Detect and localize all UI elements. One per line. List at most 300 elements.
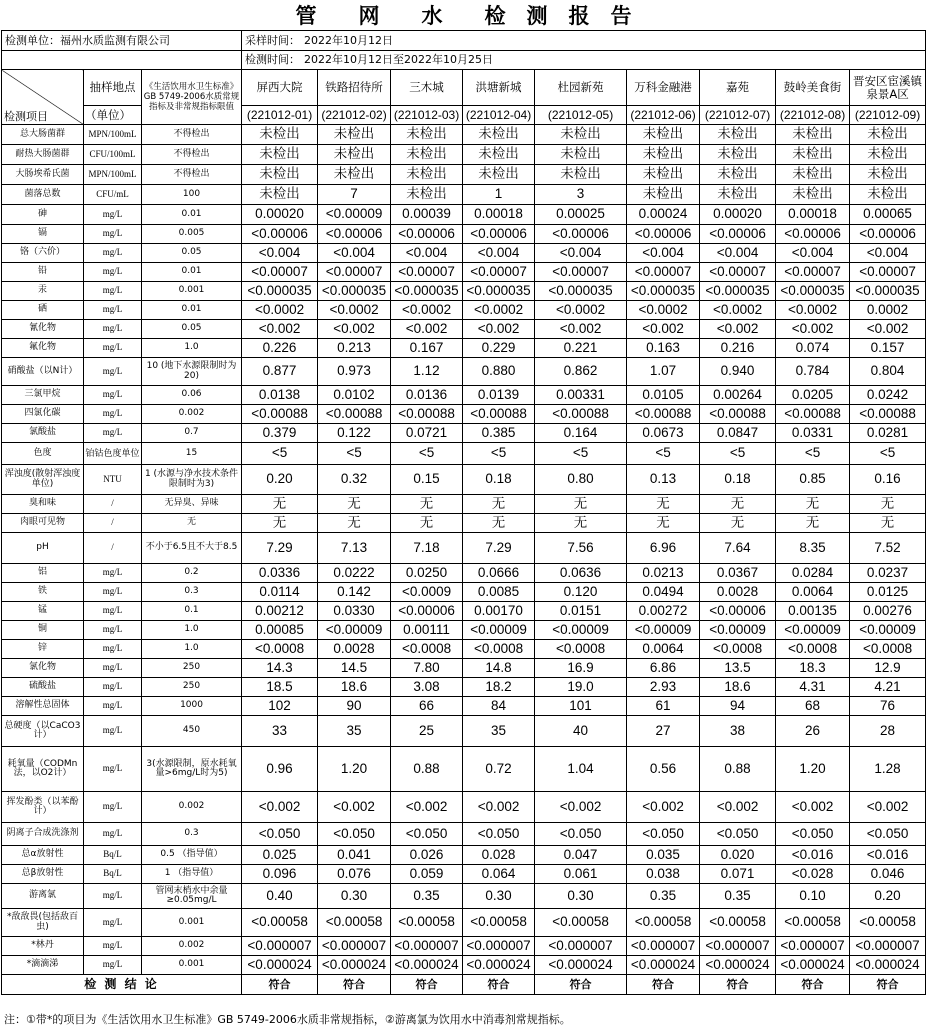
result-value: 0.0028 [700, 583, 776, 602]
conclusion-label: 检 测 结 论 [2, 975, 242, 995]
result-value: <0.00006 [776, 225, 850, 244]
item-unit: mg/L [84, 909, 142, 937]
result-value: 0.0205 [776, 386, 850, 405]
result-value: 7.56 [535, 533, 627, 564]
result-value: 未检出 [850, 145, 926, 165]
result-value: 0.0002 [850, 301, 926, 320]
item-unit: mg/L [84, 244, 142, 263]
result-value: <0.050 [391, 823, 463, 846]
standard-limit: 不得检出 [142, 125, 242, 145]
result-value: 0.163 [627, 339, 700, 358]
result-value: 0.784 [776, 358, 850, 386]
result-value: 0.0151 [535, 602, 627, 621]
site-name: 晋安区宦溪镇泉景A区 [850, 70, 926, 106]
standard-limit: 0.3 [142, 823, 242, 846]
result-value: 0.18 [700, 465, 776, 495]
result-value: 1.20 [318, 747, 391, 792]
result-value: 0.221 [535, 339, 627, 358]
result-value: 18.3 [776, 659, 850, 678]
result-value: <0.000035 [535, 282, 627, 301]
table-row [2, 386, 926, 405]
result-value: <0.000024 [242, 956, 318, 975]
result-value: <5 [463, 443, 535, 465]
result-value: 0.0666 [463, 564, 535, 583]
result-value: 18.2 [463, 678, 535, 697]
result-value: 0.00272 [627, 602, 700, 621]
item-unit: mg/L [84, 339, 142, 358]
result-value: <0.00088 [776, 405, 850, 424]
result-value: <0.050 [242, 823, 318, 846]
result-value: <0.002 [850, 320, 926, 339]
result-value: 未检出 [242, 145, 318, 165]
site-code: (221012-02) [318, 106, 391, 125]
result-value: <0.004 [700, 244, 776, 263]
result-value: 未检出 [776, 125, 850, 145]
standard-limit: 无异臭、异味 [142, 495, 242, 514]
result-value: <0.002 [535, 320, 627, 339]
result-value: <0.002 [463, 320, 535, 339]
result-value: <0.00007 [535, 263, 627, 282]
result-value: 0.0281 [850, 424, 926, 443]
item-name: 铝 [2, 564, 84, 583]
result-value: 6.96 [627, 533, 700, 564]
sampling-label: 采样时间： [245, 33, 301, 47]
result-value: 84 [463, 697, 535, 716]
item-unit: mg/L [84, 263, 142, 282]
item-name: 大肠埃希氏菌 [2, 165, 84, 185]
result-value: <0.00007 [391, 263, 463, 282]
result-value: 0.0284 [776, 564, 850, 583]
result-value: 0.00065 [850, 205, 926, 225]
result-value: <0.00009 [627, 621, 700, 640]
result-value: 18.6 [318, 678, 391, 697]
site-name: 嘉苑 [700, 70, 776, 106]
result-value: <0.000007 [776, 937, 850, 956]
standard-limit: 1.0 [142, 339, 242, 358]
result-value: <0.00009 [318, 205, 391, 225]
result-value: 0.10 [776, 884, 850, 909]
table-row [2, 282, 926, 301]
result-value: 18.5 [242, 678, 318, 697]
result-value: 未检出 [463, 165, 535, 185]
result-value: <0.0002 [318, 301, 391, 320]
result-value: <0.00007 [627, 263, 700, 282]
table-row [2, 145, 926, 165]
result-value: 7 [318, 185, 391, 205]
result-value: <5 [242, 443, 318, 465]
result-value: 0.862 [535, 358, 627, 386]
table-row [2, 125, 926, 145]
result-value: 0.046 [850, 865, 926, 884]
result-value: <5 [776, 443, 850, 465]
result-value: 14.8 [463, 659, 535, 678]
result-value: 未检出 [700, 145, 776, 165]
result-value: <0.004 [391, 244, 463, 263]
result-value: <0.00088 [700, 405, 776, 424]
result-value: 未检出 [535, 125, 627, 145]
result-value: <0.00009 [776, 621, 850, 640]
blank-cell [2, 51, 242, 70]
item-name: 铜 [2, 621, 84, 640]
standard-limit: 0.005 [142, 225, 242, 244]
item-unit: mg/L [84, 640, 142, 659]
result-value: <0.0002 [463, 301, 535, 320]
table-row [2, 621, 926, 640]
result-value: 0.16 [850, 465, 926, 495]
result-value: 1.12 [391, 358, 463, 386]
item-name: 总大肠菌群 [2, 125, 84, 145]
item-unit: mg/L [84, 956, 142, 975]
result-value: <0.00058 [700, 909, 776, 937]
result-value: 0.035 [627, 846, 700, 865]
site-name: 杜园新苑 [535, 70, 627, 106]
standard-limit: 0.2 [142, 564, 242, 583]
standard-limit: 1 (水源与净水技术条件限制时为3) [142, 465, 242, 495]
result-value: 无 [700, 514, 776, 533]
item-name: *滴滴涕 [2, 956, 84, 975]
result-value: 0.047 [535, 846, 627, 865]
result-value: <0.00007 [242, 263, 318, 282]
standard-limit: 不得检出 [142, 145, 242, 165]
result-value: <0.000007 [850, 937, 926, 956]
result-value: <0.00058 [776, 909, 850, 937]
result-value: 0.0028 [318, 640, 391, 659]
item-name: 锰 [2, 602, 84, 621]
result-value: 1.20 [776, 747, 850, 792]
result-value: 66 [391, 697, 463, 716]
standard-limit: 管网末梢水中余量≥0.05mg/L [142, 884, 242, 909]
testing-value: 2022年10月12日至2022年10月25日 [304, 53, 494, 67]
result-value: 0.122 [318, 424, 391, 443]
site-code: (221012-09) [850, 106, 926, 125]
item-name: 总α放射性 [2, 846, 84, 865]
result-value: 未检出 [700, 165, 776, 185]
result-value: <0.0009 [391, 583, 463, 602]
result-value: 未检出 [850, 165, 926, 185]
result-value: <0.000007 [700, 937, 776, 956]
table-row [2, 165, 926, 185]
standard-limit: 0.7 [142, 424, 242, 443]
result-value: 0.0114 [242, 583, 318, 602]
report-title: 管 网 水 检 测 报 告 [295, 4, 632, 28]
standard-limit: 250 [142, 678, 242, 697]
result-value: 14.3 [242, 659, 318, 678]
result-value: 0.0125 [850, 583, 926, 602]
table-row [2, 424, 926, 443]
result-value: 0.0102 [318, 386, 391, 405]
result-value: <0.000024 [700, 956, 776, 975]
result-value: 0.20 [242, 465, 318, 495]
result-value: <0.000007 [535, 937, 627, 956]
standard-limit: 不小于6.5且不大于8.5 [142, 533, 242, 564]
result-value: 未检出 [242, 185, 318, 205]
site-code: (221012-07) [700, 106, 776, 125]
result-value: <0.002 [776, 792, 850, 823]
result-value: 0.0331 [776, 424, 850, 443]
result-value: 无 [391, 514, 463, 533]
result-value: 未检出 [318, 165, 391, 185]
result-value: 0.35 [700, 884, 776, 909]
result-value: 0.213 [318, 339, 391, 358]
item-name: 硫酸盐 [2, 678, 84, 697]
item-unit: mg/L [84, 678, 142, 697]
result-value: 35 [463, 716, 535, 747]
item-unit: mg/L [84, 564, 142, 583]
item-header-label: 检测项目 [4, 110, 48, 124]
table-row [2, 956, 926, 975]
result-value: 无 [242, 495, 318, 514]
result-value: 8.35 [776, 533, 850, 564]
item-name: 四氯化碳 [2, 405, 84, 424]
result-value: 未检出 [463, 125, 535, 145]
item-unit: 铂钴色度单位 [84, 443, 142, 465]
result-value: 0.00020 [700, 205, 776, 225]
result-value: 68 [776, 697, 850, 716]
table-row [2, 640, 926, 659]
result-value: 0.15 [391, 465, 463, 495]
result-value: 61 [627, 697, 700, 716]
item-name: *敌敌畏(包括敌百虫) [2, 909, 84, 937]
result-value: <0.002 [627, 320, 700, 339]
result-value: 0.0494 [627, 583, 700, 602]
result-value: <0.002 [391, 792, 463, 823]
site-name: 铁路招待所 [318, 70, 391, 106]
result-value: <0.00088 [535, 405, 627, 424]
result-value: <0.016 [850, 846, 926, 865]
result-value: <0.004 [535, 244, 627, 263]
result-value: <0.002 [318, 792, 391, 823]
result-value: <0.002 [535, 792, 627, 823]
item-name: 挥发酚类（以苯酚计） [2, 792, 84, 823]
item-name: 耐热大肠菌群 [2, 145, 84, 165]
table-row [2, 846, 926, 865]
result-value: <0.004 [242, 244, 318, 263]
table-row [2, 514, 926, 533]
result-value: 无 [776, 514, 850, 533]
item-unit: mg/L [84, 282, 142, 301]
site-code: (221012-08) [776, 106, 850, 125]
result-value: 0.0367 [700, 564, 776, 583]
table-row [2, 443, 926, 465]
table-row [2, 405, 926, 424]
site-name: 万科金融港 [627, 70, 700, 106]
result-value: 未检出 [391, 145, 463, 165]
item-unit: mg/L [84, 747, 142, 792]
result-value: 0.00331 [535, 386, 627, 405]
item-unit: MPN/100mL [84, 125, 142, 145]
result-value: <0.002 [242, 320, 318, 339]
result-value: 0.0139 [463, 386, 535, 405]
result-value: <0.00007 [463, 263, 535, 282]
result-value: 90 [318, 697, 391, 716]
conclusion-row [2, 975, 926, 995]
result-value: 38 [700, 716, 776, 747]
result-value: 0.0213 [627, 564, 700, 583]
result-value: 无 [242, 514, 318, 533]
item-unit: mg/L [84, 697, 142, 716]
result-value: 未检出 [850, 185, 926, 205]
table-row [2, 358, 926, 386]
result-value: 0.061 [535, 865, 627, 884]
conclusion-value: 符合 [850, 975, 926, 995]
result-value: 0.0721 [391, 424, 463, 443]
result-value: 未检出 [776, 165, 850, 185]
result-value: <0.00088 [391, 405, 463, 424]
result-value: 0.379 [242, 424, 318, 443]
result-value: 16.9 [535, 659, 627, 678]
result-value: <0.000024 [318, 956, 391, 975]
result-value: <0.00006 [391, 225, 463, 244]
result-value: <0.00006 [627, 225, 700, 244]
result-value: 未检出 [318, 145, 391, 165]
item-unit: / [84, 514, 142, 533]
result-value: 7.52 [850, 533, 926, 564]
result-value: 未检出 [700, 185, 776, 205]
result-value: 0.0136 [391, 386, 463, 405]
result-value: 无 [535, 495, 627, 514]
result-value: 0.025 [242, 846, 318, 865]
standard-limit: 1 （指导值） [142, 865, 242, 884]
result-value: 0.00212 [242, 602, 318, 621]
item-unit: Bq/L [84, 846, 142, 865]
result-value: <5 [700, 443, 776, 465]
item-unit: mg/L [84, 823, 142, 846]
result-value: <0.00007 [700, 263, 776, 282]
result-value: 3 [535, 185, 627, 205]
conclusion-value: 符合 [463, 975, 535, 995]
item-name: 阴离子合成洗涤剂 [2, 823, 84, 846]
item-unit: Bq/L [84, 865, 142, 884]
result-value: <0.004 [318, 244, 391, 263]
result-value: 未检出 [391, 165, 463, 185]
result-value: 0.142 [318, 583, 391, 602]
result-value: <0.0008 [850, 640, 926, 659]
result-value: <0.00006 [242, 225, 318, 244]
item-name: 锌 [2, 640, 84, 659]
item-unit: / [84, 495, 142, 514]
result-value: 0.880 [463, 358, 535, 386]
result-value: 0.30 [463, 884, 535, 909]
result-value: 0.96 [242, 747, 318, 792]
item-name: 总β放射性 [2, 865, 84, 884]
result-value: <0.00088 [463, 405, 535, 424]
testing-label: 检测时间： [245, 53, 301, 67]
result-value: 0.0085 [463, 583, 535, 602]
standard-limit: 3(水源限制，原水耗氧量>6mg/L时为5) [142, 747, 242, 792]
item-name: 砷 [2, 205, 84, 225]
result-value: 0.0105 [627, 386, 700, 405]
result-value: <0.00007 [776, 263, 850, 282]
result-value: <0.050 [463, 823, 535, 846]
result-value: <0.00009 [318, 621, 391, 640]
item-unit: mg/L [84, 320, 142, 339]
result-value: 0.00085 [242, 621, 318, 640]
result-value: <0.0008 [535, 640, 627, 659]
standard-limit: 0.05 [142, 244, 242, 263]
item-name: 色度 [2, 443, 84, 465]
result-value: 0.0336 [242, 564, 318, 583]
result-value: 0.35 [391, 884, 463, 909]
site-code: (221012-03) [391, 106, 463, 125]
result-value: 0.0636 [535, 564, 627, 583]
result-value: 未检出 [242, 125, 318, 145]
result-value: 1.04 [535, 747, 627, 792]
result-value: <0.00006 [391, 602, 463, 621]
result-value: 14.5 [318, 659, 391, 678]
result-value: 0.00024 [627, 205, 700, 225]
result-value: 0.00111 [391, 621, 463, 640]
result-value: <0.00006 [318, 225, 391, 244]
result-value: <0.002 [463, 792, 535, 823]
result-value: 0.216 [700, 339, 776, 358]
standard-limit: 0.06 [142, 386, 242, 405]
result-value: <0.002 [242, 792, 318, 823]
item-unit: / [84, 533, 142, 564]
item-unit: NTU [84, 465, 142, 495]
result-value: <0.000035 [700, 282, 776, 301]
result-value: 无 [535, 514, 627, 533]
result-value: 33 [242, 716, 318, 747]
table-row [2, 301, 926, 320]
table-row [2, 339, 926, 358]
result-value: 0.0237 [850, 564, 926, 583]
result-value: <0.00006 [463, 225, 535, 244]
item-unit: mg/L [84, 602, 142, 621]
item-name: 铁 [2, 583, 84, 602]
table-row [2, 533, 926, 564]
item-name: *林丹 [2, 937, 84, 956]
footnote: 注：①带*的项目为《生活饮用水卫生标准》GB 5749-2006水质非常规指标，②游离氯为饮用水中消毒剂常规指标。 [4, 1013, 571, 1026]
result-value: 26 [776, 716, 850, 747]
sampling-info [242, 31, 926, 51]
item-name: 菌落总数 [2, 185, 84, 205]
item-name: 肉眼可见物 [2, 514, 84, 533]
item-name: 臭和味 [2, 495, 84, 514]
result-value: <0.00088 [850, 405, 926, 424]
result-value: <0.016 [776, 846, 850, 865]
result-value: 未检出 [776, 185, 850, 205]
result-value: 0.041 [318, 846, 391, 865]
result-value: 4.21 [850, 678, 926, 697]
table-row [2, 225, 926, 244]
item-unit: mg/L [84, 621, 142, 640]
result-value: <0.000024 [627, 956, 700, 975]
result-value: 0.229 [463, 339, 535, 358]
result-value: 0.72 [463, 747, 535, 792]
result-value: <5 [535, 443, 627, 465]
item-unit: mg/L [84, 424, 142, 443]
conclusion-value: 符合 [700, 975, 776, 995]
result-value: 0.00264 [700, 386, 776, 405]
result-value: 未检出 [318, 125, 391, 145]
item-name: pH [2, 533, 84, 564]
result-value: <0.00007 [850, 263, 926, 282]
result-value: <0.000035 [391, 282, 463, 301]
result-value: 0.059 [391, 865, 463, 884]
result-value: 7.80 [391, 659, 463, 678]
conclusion-value: 符合 [627, 975, 700, 995]
result-value: 0.13 [627, 465, 700, 495]
result-value: <0.00058 [850, 909, 926, 937]
result-value: 0.385 [463, 424, 535, 443]
result-value: 0.076 [318, 865, 391, 884]
result-value: <0.00009 [463, 621, 535, 640]
result-value: 27 [627, 716, 700, 747]
standard-limit: 0.002 [142, 405, 242, 424]
result-value: 40 [535, 716, 627, 747]
result-value: 0.157 [850, 339, 926, 358]
standard-limit: 0.001 [142, 909, 242, 937]
